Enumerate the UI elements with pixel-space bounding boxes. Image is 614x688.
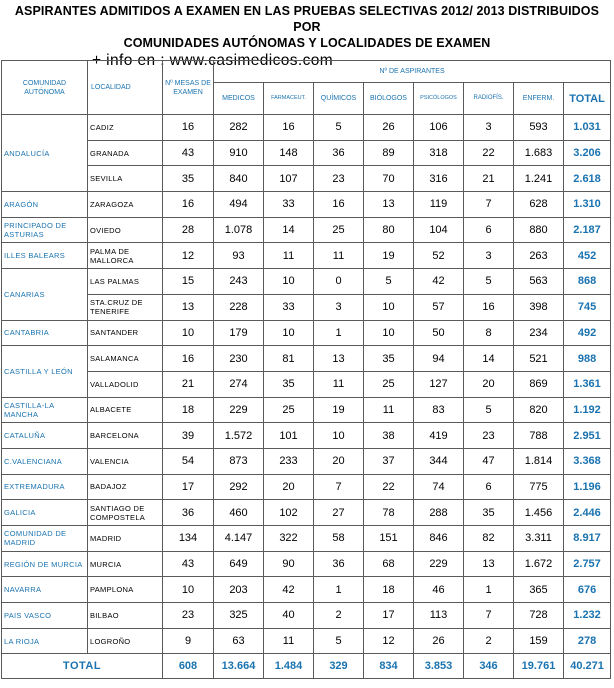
cell-medicos: 494 (214, 192, 264, 218)
cell-biologos: 151 (364, 526, 414, 552)
cell-biologos: 22 (364, 474, 414, 500)
cell-mesas: 18 (163, 397, 214, 423)
cell-radiofis: 23 (464, 423, 514, 449)
cell-farmaceut: 35 (264, 371, 314, 397)
cell-farmaceut: 20 (264, 474, 314, 500)
cell-farmaceut: 101 (264, 423, 314, 449)
total-medicos: 13.664 (214, 654, 264, 679)
cell-quimicos: 36 (314, 551, 364, 577)
cell-farmaceut: 33 (264, 294, 314, 320)
table-row (2, 474, 611, 500)
cell-total: 1.361 (564, 371, 611, 397)
cell-biologos: 11 (364, 397, 414, 423)
total-farmaceut: 1.484 (264, 654, 314, 679)
cell-psicologos: 26 (414, 628, 464, 654)
cell-biologos: 37 (364, 448, 414, 474)
cell-psicologos: 316 (414, 166, 464, 192)
cell-radiofis: 3 (464, 115, 514, 141)
cell-radiofis: 47 (464, 448, 514, 474)
cell-comunidad: REGIÓN DE MURCIA (2, 551, 88, 577)
cell-quimicos: 1 (314, 320, 364, 346)
cell-localidad: MURCIA (88, 551, 163, 577)
cell-mesas: 16 (163, 192, 214, 218)
cell-quimicos: 5 (314, 628, 364, 654)
cell-farmaceut: 40 (264, 603, 314, 629)
cell-medicos: 292 (214, 474, 264, 500)
cell-biologos: 12 (364, 628, 414, 654)
cell-medicos: 460 (214, 500, 264, 526)
cell-psicologos: 46 (414, 577, 464, 603)
table-row (2, 115, 611, 141)
cell-total: 8.917 (564, 526, 611, 552)
cell-quimicos: 25 (314, 217, 364, 243)
cell-medicos: 63 (214, 628, 264, 654)
cell-comunidad: PAIS VASCO (2, 603, 88, 629)
cell-localidad: MADRID (88, 526, 163, 552)
table-row (2, 526, 611, 552)
cell-localidad: BILBAO (88, 603, 163, 629)
cell-quimicos: 27 (314, 500, 364, 526)
cell-localidad: ALBACETE (88, 397, 163, 423)
totals-row (2, 654, 611, 679)
cell-total: 2.951 (564, 423, 611, 449)
cell-radiofis: 6 (464, 474, 514, 500)
cell-quimicos: 3 (314, 294, 364, 320)
cell-medicos: 1.572 (214, 423, 264, 449)
cell-medicos: 840 (214, 166, 264, 192)
cell-mesas: 36 (163, 500, 214, 526)
cell-psicologos: 52 (414, 243, 464, 269)
cell-radiofis: 1 (464, 577, 514, 603)
cell-farmaceut: 10 (264, 320, 314, 346)
cell-medicos: 230 (214, 346, 264, 372)
cell-psicologos: 229 (414, 551, 464, 577)
cell-mesas: 43 (163, 551, 214, 577)
cell-biologos: 70 (364, 166, 414, 192)
cell-mesas: 43 (163, 140, 214, 166)
cell-medicos: 873 (214, 448, 264, 474)
cell-biologos: 10 (364, 294, 414, 320)
total-psicologos: 3.853 (414, 654, 464, 679)
table-row (2, 603, 611, 629)
cell-enferm: 521 (514, 346, 564, 372)
cell-localidad: SEVILLA (88, 166, 163, 192)
cell-enferm: 775 (514, 474, 564, 500)
cell-radiofis: 14 (464, 346, 514, 372)
cell-quimicos: 2 (314, 603, 364, 629)
cell-psicologos: 57 (414, 294, 464, 320)
cell-enferm: 1.241 (514, 166, 564, 192)
cell-total: 278 (564, 628, 611, 654)
header-psicologos: PSICÓLOGOS (414, 83, 464, 115)
cell-psicologos: 318 (414, 140, 464, 166)
cell-farmaceut: 10 (264, 269, 314, 295)
cell-quimicos: 11 (314, 371, 364, 397)
cell-total: 1.196 (564, 474, 611, 500)
cell-localidad: LAS PALMAS (88, 269, 163, 295)
cell-mesas: 134 (163, 526, 214, 552)
cell-psicologos: 83 (414, 397, 464, 423)
cell-mesas: 10 (163, 320, 214, 346)
cell-biologos: 13 (364, 192, 414, 218)
cell-comunidad: COMUNIDAD DE MADRID (2, 526, 88, 552)
cell-enferm: 628 (514, 192, 564, 218)
cell-mesas: 13 (163, 294, 214, 320)
cell-total: 492 (564, 320, 611, 346)
header-localidad: LOCALIDAD (88, 61, 163, 115)
cell-quimicos: 10 (314, 423, 364, 449)
table-row (2, 397, 611, 423)
header-radiofis: RADIOFÍS. (464, 83, 514, 115)
title-line-2: COMUNIDADES AUTÓNOMAS Y LOCALIDADES DE EXAMEN (123, 36, 491, 50)
cell-localidad: LOGROÑO (88, 628, 163, 654)
cell-radiofis: 5 (464, 397, 514, 423)
cell-quimicos: 23 (314, 166, 364, 192)
cell-biologos: 35 (364, 346, 414, 372)
cell-quimicos: 36 (314, 140, 364, 166)
cell-enferm: 820 (514, 397, 564, 423)
cell-localidad: STA.CRUZ DE TENERIFE (88, 294, 163, 320)
cell-comunidad: CASTILLA Y LEÓN (2, 346, 88, 397)
cell-enferm: 263 (514, 243, 564, 269)
cell-enferm: 3.311 (514, 526, 564, 552)
cell-mesas: 23 (163, 603, 214, 629)
cell-mesas: 9 (163, 628, 214, 654)
cell-radiofis: 3 (464, 243, 514, 269)
cell-biologos: 10 (364, 320, 414, 346)
cell-farmaceut: 42 (264, 577, 314, 603)
cell-localidad: SANTIAGO DE COMPOSTELA (88, 500, 163, 526)
cell-total: 1.031 (564, 115, 611, 141)
cell-localidad: BARCELONA (88, 423, 163, 449)
cell-medicos: 910 (214, 140, 264, 166)
table-row (2, 192, 611, 218)
cell-medicos: 1.078 (214, 217, 264, 243)
cell-biologos: 25 (364, 371, 414, 397)
cell-radiofis: 8 (464, 320, 514, 346)
cell-total: 452 (564, 243, 611, 269)
cell-enferm: 1.683 (514, 140, 564, 166)
cell-enferm: 880 (514, 217, 564, 243)
cell-enferm: 1.814 (514, 448, 564, 474)
cell-comunidad: PRINCIPADO DE ASTURIAS (2, 217, 88, 243)
cell-comunidad: ARAGÓN (2, 192, 88, 218)
cell-mesas: 16 (163, 346, 214, 372)
cell-radiofis: 82 (464, 526, 514, 552)
cell-mesas: 17 (163, 474, 214, 500)
cell-biologos: 18 (364, 577, 414, 603)
cell-localidad: CADIZ (88, 115, 163, 141)
cell-farmaceut: 233 (264, 448, 314, 474)
cell-enferm: 1.672 (514, 551, 564, 577)
cell-quimicos: 20 (314, 448, 364, 474)
cell-biologos: 19 (364, 243, 414, 269)
header-aspirantes: Nº DE ASPIRANTES (214, 61, 611, 83)
cell-localidad: PALMA DE MALLORCA (88, 243, 163, 269)
cell-farmaceut: 11 (264, 243, 314, 269)
table-row (2, 243, 611, 269)
cell-quimicos: 1 (314, 577, 364, 603)
table-row (2, 269, 611, 295)
cell-medicos: 4.147 (214, 526, 264, 552)
cell-farmaceut: 33 (264, 192, 314, 218)
cell-quimicos: 11 (314, 243, 364, 269)
cell-psicologos: 113 (414, 603, 464, 629)
cell-enferm: 159 (514, 628, 564, 654)
cell-comunidad: EXTREMADURA (2, 474, 88, 500)
cell-localidad: BADAJOZ (88, 474, 163, 500)
cell-total: 868 (564, 269, 611, 295)
cell-medicos: 229 (214, 397, 264, 423)
cell-psicologos: 127 (414, 371, 464, 397)
cell-localidad: SANTANDER (88, 320, 163, 346)
header-comunidad: COMUNIDAD AUTÓNOMA (2, 61, 88, 115)
info-link-text: + info en : www.casimedicos.com (92, 52, 334, 69)
cell-radiofis: 21 (464, 166, 514, 192)
cell-medicos: 243 (214, 269, 264, 295)
cell-quimicos: 58 (314, 526, 364, 552)
cell-localidad: VALENCIA (88, 448, 163, 474)
cell-psicologos: 119 (414, 192, 464, 218)
header-biologos: BIÓLOGOS (364, 83, 414, 115)
cell-mesas: 54 (163, 448, 214, 474)
cell-localidad: OVIEDO (88, 217, 163, 243)
cell-comunidad: CATALUÑA (2, 423, 88, 449)
cell-enferm: 234 (514, 320, 564, 346)
cell-total: 1.232 (564, 603, 611, 629)
cell-radiofis: 5 (464, 269, 514, 295)
cell-medicos: 649 (214, 551, 264, 577)
cell-total: 745 (564, 294, 611, 320)
cell-radiofis: 6 (464, 217, 514, 243)
table-row (2, 551, 611, 577)
page-title (0, 0, 614, 51)
cell-biologos: 89 (364, 140, 414, 166)
cell-total: 2.446 (564, 500, 611, 526)
cell-psicologos: 288 (414, 500, 464, 526)
cell-comunidad: ILLES BALEARS (2, 243, 88, 269)
cell-total: 676 (564, 577, 611, 603)
cell-psicologos: 50 (414, 320, 464, 346)
cell-radiofis: 13 (464, 551, 514, 577)
table-row (2, 346, 611, 372)
cell-quimicos: 5 (314, 115, 364, 141)
cell-psicologos: 419 (414, 423, 464, 449)
cell-radiofis: 20 (464, 371, 514, 397)
cell-psicologos: 106 (414, 115, 464, 141)
cell-enferm: 563 (514, 269, 564, 295)
table-row (2, 628, 611, 654)
header-mesas: Nº MESAS DE EXAMEN (163, 61, 214, 115)
cell-biologos: 5 (364, 269, 414, 295)
cell-mesas: 21 (163, 371, 214, 397)
cell-enferm: 869 (514, 371, 564, 397)
cell-radiofis: 2 (464, 628, 514, 654)
header-farmaceut: FARMACEUT. (264, 83, 314, 115)
cell-biologos: 80 (364, 217, 414, 243)
cell-psicologos: 74 (414, 474, 464, 500)
table-row (2, 294, 611, 320)
cell-psicologos: 94 (414, 346, 464, 372)
cell-biologos: 38 (364, 423, 414, 449)
cell-medicos: 203 (214, 577, 264, 603)
cell-comunidad: CASTILLA-LA MANCHA (2, 397, 88, 423)
cell-medicos: 93 (214, 243, 264, 269)
cell-localidad: ZARAGOZA (88, 192, 163, 218)
cell-mesas: 15 (163, 269, 214, 295)
cell-enferm: 728 (514, 603, 564, 629)
cell-farmaceut: 148 (264, 140, 314, 166)
cell-total: 1.192 (564, 397, 611, 423)
cell-localidad: GRANADA (88, 140, 163, 166)
totals-label: TOTAL (2, 654, 163, 679)
cell-enferm: 593 (514, 115, 564, 141)
total-radiofis: 346 (464, 654, 514, 679)
header-total: TOTAL (564, 83, 611, 115)
total-enferm: 19.761 (514, 654, 564, 679)
cell-farmaceut: 107 (264, 166, 314, 192)
total-mesas: 608 (163, 654, 214, 679)
cell-total: 3.206 (564, 140, 611, 166)
table-body (2, 115, 611, 654)
cell-enferm: 1.456 (514, 500, 564, 526)
title-line-1: ASPIRANTES ADMITIDOS A EXAMEN EN LAS PRUEBAS SELECTIVAS 2012/ 2013 DISTRIBUIDOS POR (14, 4, 600, 34)
table-row (2, 371, 611, 397)
cell-psicologos: 42 (414, 269, 464, 295)
total-quimicos: 329 (314, 654, 364, 679)
cell-medicos: 274 (214, 371, 264, 397)
cell-quimicos: 16 (314, 192, 364, 218)
cell-radiofis: 7 (464, 603, 514, 629)
cell-quimicos: 19 (314, 397, 364, 423)
cell-medicos: 325 (214, 603, 264, 629)
cell-comunidad: CANTABRIA (2, 320, 88, 346)
cell-mesas: 28 (163, 217, 214, 243)
cell-biologos: 17 (364, 603, 414, 629)
cell-mesas: 39 (163, 423, 214, 449)
table-row (2, 577, 611, 603)
cell-radiofis: 35 (464, 500, 514, 526)
table-row (2, 217, 611, 243)
table-row (2, 166, 611, 192)
cell-farmaceut: 322 (264, 526, 314, 552)
cell-mesas: 12 (163, 243, 214, 269)
cell-quimicos: 0 (314, 269, 364, 295)
table-row (2, 140, 611, 166)
cell-farmaceut: 81 (264, 346, 314, 372)
cell-total: 2.757 (564, 551, 611, 577)
cell-farmaceut: 102 (264, 500, 314, 526)
cell-psicologos: 104 (414, 217, 464, 243)
cell-total: 1.310 (564, 192, 611, 218)
cell-total: 3.368 (564, 448, 611, 474)
cell-farmaceut: 25 (264, 397, 314, 423)
cell-mesas: 16 (163, 115, 214, 141)
cell-medicos: 228 (214, 294, 264, 320)
cell-farmaceut: 14 (264, 217, 314, 243)
cell-psicologos: 344 (414, 448, 464, 474)
cell-enferm: 365 (514, 577, 564, 603)
header-medicos: MEDICOS (214, 83, 264, 115)
cell-quimicos: 7 (314, 474, 364, 500)
cell-farmaceut: 11 (264, 628, 314, 654)
header-quimicos: QUÍMICOS (314, 83, 364, 115)
total-total: 40.271 (564, 654, 611, 679)
cell-comunidad: LA RIOJA (2, 628, 88, 654)
cell-radiofis: 7 (464, 192, 514, 218)
cell-biologos: 68 (364, 551, 414, 577)
cell-comunidad: C.VALENCIANA (2, 448, 88, 474)
cell-localidad: PAMPLONA (88, 577, 163, 603)
cell-total: 2.187 (564, 217, 611, 243)
cell-medicos: 282 (214, 115, 264, 141)
cell-farmaceut: 90 (264, 551, 314, 577)
cell-biologos: 26 (364, 115, 414, 141)
cell-total: 988 (564, 346, 611, 372)
cell-localidad: VALLADOLID (88, 371, 163, 397)
table-row (2, 500, 611, 526)
table-row (2, 320, 611, 346)
cell-radiofis: 22 (464, 140, 514, 166)
cell-comunidad: CANARIAS (2, 269, 88, 320)
table-row (2, 448, 611, 474)
cell-mesas: 35 (163, 166, 214, 192)
cell-enferm: 398 (514, 294, 564, 320)
cell-total: 2.618 (564, 166, 611, 192)
cell-comunidad: NAVARRA (2, 577, 88, 603)
cell-quimicos: 13 (314, 346, 364, 372)
cell-farmaceut: 16 (264, 115, 314, 141)
cell-medicos: 179 (214, 320, 264, 346)
cell-mesas: 10 (163, 577, 214, 603)
cell-radiofis: 16 (464, 294, 514, 320)
table-row (2, 423, 611, 449)
header-enferm: ENFERM. (514, 83, 564, 115)
cell-comunidad: GALICIA (2, 500, 88, 526)
aspirantes-table (1, 60, 611, 679)
cell-biologos: 78 (364, 500, 414, 526)
total-biologos: 834 (364, 654, 414, 679)
cell-psicologos: 846 (414, 526, 464, 552)
cell-localidad: SALAMANCA (88, 346, 163, 372)
cell-comunidad: ANDALUCÍA (2, 115, 88, 192)
cell-enferm: 788 (514, 423, 564, 449)
